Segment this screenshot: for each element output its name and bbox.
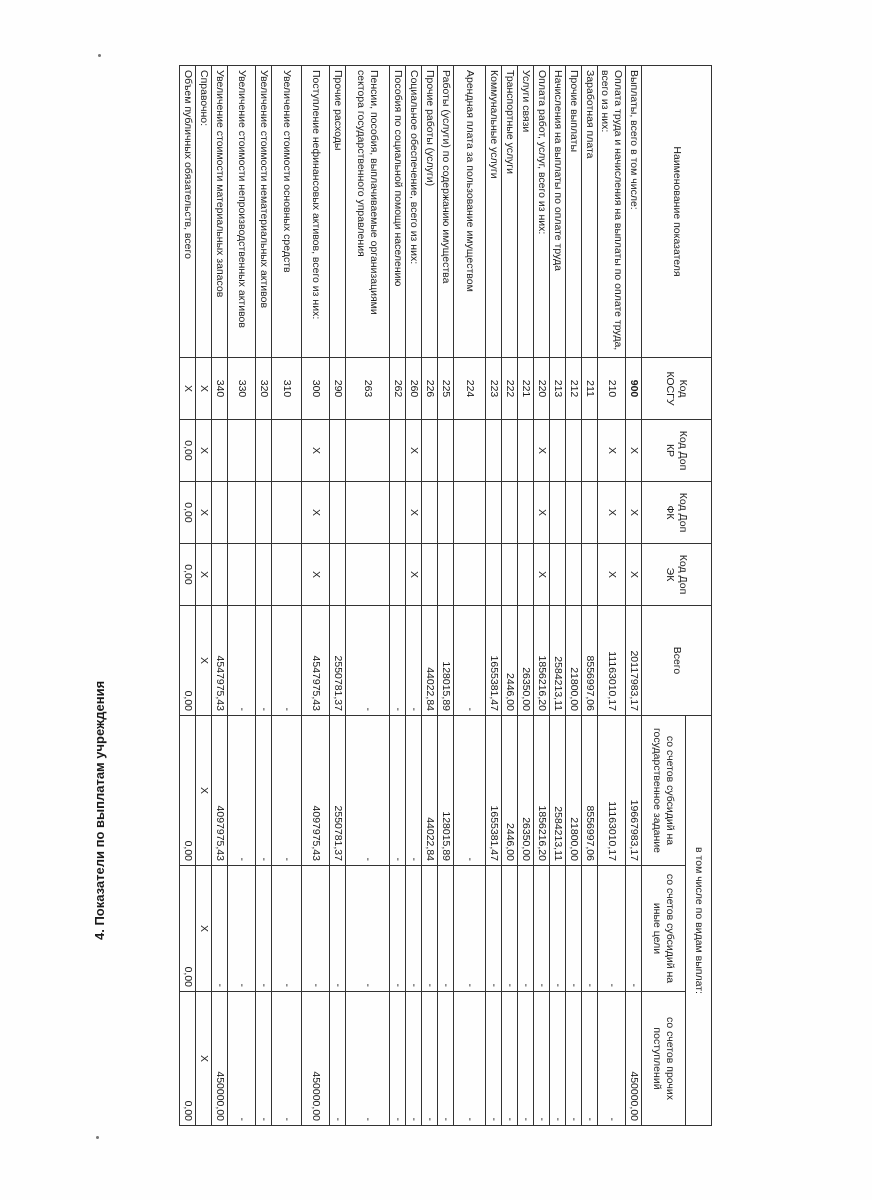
cell-name: Увеличение стоимости основных средств	[272, 66, 302, 358]
header-total: Всего	[642, 606, 712, 716]
cell-ic: -	[212, 866, 228, 992]
cell-gz: 128015,89	[438, 716, 454, 866]
cell-fk	[272, 482, 302, 544]
header-kr: Код Доп КР	[642, 420, 712, 482]
table-row	[180, 66, 196, 1126]
cell-kosgu: 221	[518, 358, 534, 420]
cell-kr: X	[302, 420, 330, 482]
cell-kr	[550, 420, 566, 482]
cell-total: 26350,00	[518, 606, 534, 716]
cell-gz: -	[390, 716, 406, 866]
cell-kosgu: 213	[550, 358, 566, 420]
cell-total: 4547975,43	[212, 606, 228, 716]
cell-fk: X	[534, 482, 550, 544]
cell-kr	[582, 420, 598, 482]
cell-name: Начисления на выплаты по оплате труда	[550, 66, 566, 358]
cell-pr: -	[406, 992, 422, 1126]
cell-gz: -	[228, 716, 256, 866]
cell-name: Транспортные услуги	[502, 66, 518, 358]
cell-ek	[502, 544, 518, 606]
scan-speck	[98, 54, 101, 57]
cell-name: Справочно:	[196, 66, 212, 358]
cell-kr: X	[598, 420, 626, 482]
cell-ek	[486, 544, 502, 606]
cell-pr: 450000,00	[302, 992, 330, 1126]
cell-total: 128015,89	[438, 606, 454, 716]
table-row	[272, 66, 302, 1126]
cell-ic: -	[566, 866, 582, 992]
cell-pr: -	[566, 992, 582, 1126]
cell-name: Прочие выплаты	[566, 66, 582, 358]
cell-ic: -	[626, 866, 642, 992]
cell-ek	[330, 544, 346, 606]
header-gz: со счетов субсидий на государственное задание	[642, 716, 686, 866]
cell-pr: -	[454, 992, 486, 1126]
cell-kr: 0,00	[180, 420, 196, 482]
cell-pr: -	[550, 992, 566, 1126]
table-row	[196, 66, 212, 1126]
cell-pr: 0,00	[180, 992, 196, 1126]
cell-kosgu: 330	[228, 358, 256, 420]
table-row	[534, 66, 550, 1126]
cell-gz: 4097975,43	[212, 716, 228, 866]
table-row	[486, 66, 502, 1126]
cell-kr	[228, 420, 256, 482]
cell-fk	[486, 482, 502, 544]
cell-total: 0,00	[180, 606, 196, 716]
cell-total: 8556997,06	[582, 606, 598, 716]
cell-kosgu: 290	[330, 358, 346, 420]
cell-pr: -	[502, 992, 518, 1126]
cell-name: Заработная плата	[582, 66, 598, 358]
cell-ic: -	[534, 866, 550, 992]
cell-ic: -	[550, 866, 566, 992]
cell-name: Прочие расходы	[330, 66, 346, 358]
cell-ic: -	[486, 866, 502, 992]
cell-ek	[518, 544, 534, 606]
cell-fk: X	[406, 482, 422, 544]
cell-ic: -	[330, 866, 346, 992]
cell-fk	[228, 482, 256, 544]
cell-ic: -	[256, 866, 272, 992]
cell-ic: -	[598, 866, 626, 992]
cell-kr	[566, 420, 582, 482]
cell-kosgu: 212	[566, 358, 582, 420]
cell-fk	[422, 482, 438, 544]
cell-kosgu: 226	[422, 358, 438, 420]
cell-total: 44022,84	[422, 606, 438, 716]
cell-ic: -	[582, 866, 598, 992]
cell-kosgu: X	[180, 358, 196, 420]
cell-ic: -	[422, 866, 438, 992]
cell-pr: -	[582, 992, 598, 1126]
cell-name: Оплата работ, услуг, всего из них:	[534, 66, 550, 358]
header-ek: Код Доп ЭК	[642, 544, 712, 606]
cell-gz: 21800,00	[566, 716, 582, 866]
cell-total: 4547975,43	[302, 606, 330, 716]
cell-name: Увеличение стоимости нематериальных активов	[256, 66, 272, 358]
cell-pr: -	[346, 992, 390, 1126]
table-row	[626, 66, 642, 1126]
table-row	[582, 66, 598, 1126]
cell-kosgu: 262	[390, 358, 406, 420]
cell-ek: X	[302, 544, 330, 606]
table-row	[256, 66, 272, 1126]
cell-name: Объем публичных обязательств, всего	[180, 66, 196, 358]
cell-fk	[212, 482, 228, 544]
payments-table	[179, 65, 712, 1126]
cell-pr: -	[518, 992, 534, 1126]
cell-ic: -	[454, 866, 486, 992]
cell-kosgu: 224	[454, 358, 486, 420]
cell-ek	[582, 544, 598, 606]
header-name: Наименование показателя	[642, 66, 712, 358]
cell-ic: -	[406, 866, 422, 992]
cell-ek: X	[196, 544, 212, 606]
cell-ek	[454, 544, 486, 606]
cell-ek	[212, 544, 228, 606]
cell-total: -	[272, 606, 302, 716]
cell-gz: 1856216,20	[534, 716, 550, 866]
cell-ic: -	[228, 866, 256, 992]
cell-pr: -	[390, 992, 406, 1126]
cell-fk: X	[598, 482, 626, 544]
cell-total: -	[256, 606, 272, 716]
cell-fk	[502, 482, 518, 544]
cell-kosgu: 900	[626, 358, 642, 420]
cell-kr	[390, 420, 406, 482]
cell-kosgu: 263	[346, 358, 390, 420]
cell-gz: 0,00	[180, 716, 196, 866]
cell-ek: X	[406, 544, 422, 606]
cell-fk	[256, 482, 272, 544]
cell-kr	[438, 420, 454, 482]
cell-gz: 2584213,11	[550, 716, 566, 866]
cell-pr: -	[598, 992, 626, 1126]
cell-total: -	[406, 606, 422, 716]
cell-fk	[346, 482, 390, 544]
cell-gz: 44022,84	[422, 716, 438, 866]
cell-total: -	[454, 606, 486, 716]
header-ic: со счетов субсидий на иные цели	[642, 866, 686, 992]
cell-ic: -	[272, 866, 302, 992]
cell-gz: 8556997,06	[582, 716, 598, 866]
cell-name: Услуги связи	[518, 66, 534, 358]
cell-ic: X	[196, 866, 212, 992]
header-group: в том числе по видам выплат:	[686, 716, 712, 1126]
cell-total: 11163010,17	[598, 606, 626, 716]
cell-pr: -	[272, 992, 302, 1126]
cell-gz: 19667983,17	[626, 716, 642, 866]
cell-ic: -	[502, 866, 518, 992]
cell-kr: X	[196, 420, 212, 482]
table-row	[390, 66, 406, 1126]
cell-total: 20117983,17	[626, 606, 642, 716]
cell-fk	[518, 482, 534, 544]
table-row	[422, 66, 438, 1126]
cell-fk: X	[626, 482, 642, 544]
table-row	[566, 66, 582, 1126]
cell-ek	[346, 544, 390, 606]
cell-gz: -	[454, 716, 486, 866]
cell-fk	[566, 482, 582, 544]
cell-kr	[346, 420, 390, 482]
table-row	[598, 66, 626, 1126]
table-row	[330, 66, 346, 1126]
cell-ek: 0,00	[180, 544, 196, 606]
cell-kr	[212, 420, 228, 482]
cell-fk: X	[302, 482, 330, 544]
cell-fk	[390, 482, 406, 544]
header-kosgu: Код КОСГУ	[642, 358, 712, 420]
cell-name: Пособия по социальной помощи населению	[390, 66, 406, 358]
cell-fk	[582, 482, 598, 544]
cell-ek	[422, 544, 438, 606]
cell-ek: X	[626, 544, 642, 606]
cell-ic: -	[346, 866, 390, 992]
cell-kr	[272, 420, 302, 482]
cell-name: Прочие работы (услуги)	[422, 66, 438, 358]
table-row	[550, 66, 566, 1126]
cell-gz: -	[272, 716, 302, 866]
table-row	[406, 66, 422, 1126]
table-row	[518, 66, 534, 1126]
cell-pr: -	[256, 992, 272, 1126]
cell-gz: 26350,00	[518, 716, 534, 866]
cell-ek	[566, 544, 582, 606]
cell-kr: X	[626, 420, 642, 482]
cell-kr	[422, 420, 438, 482]
cell-gz: 1655381,47	[486, 716, 502, 866]
cell-gz: -	[406, 716, 422, 866]
cell-kr: X	[534, 420, 550, 482]
cell-name: Пенсии, пособия, выплачиваемые организациями сектора государственного управления	[346, 66, 390, 358]
cell-name: Арендная плата за пользование имуществом	[454, 66, 486, 358]
cell-kr	[486, 420, 502, 482]
cell-pr: -	[486, 992, 502, 1126]
cell-kosgu: 320	[256, 358, 272, 420]
cell-name: Оплата труда и начисления на выплаты по оплате труда, всего из них:	[598, 66, 626, 358]
cell-ek: X	[534, 544, 550, 606]
cell-gz: -	[256, 716, 272, 866]
cell-pr: -	[330, 992, 346, 1126]
cell-fk: 0,00	[180, 482, 196, 544]
table-row	[502, 66, 518, 1126]
cell-ic: -	[438, 866, 454, 992]
table-row	[346, 66, 390, 1126]
cell-kosgu: 220	[534, 358, 550, 420]
cell-ek	[228, 544, 256, 606]
cell-kosgu: 310	[272, 358, 302, 420]
cell-fk	[330, 482, 346, 544]
cell-ek	[550, 544, 566, 606]
cell-pr: -	[534, 992, 550, 1126]
cell-total: 2584213,11	[550, 606, 566, 716]
scan-speck	[96, 1136, 99, 1139]
cell-kr	[256, 420, 272, 482]
cell-total: 2550781,37	[330, 606, 346, 716]
cell-name: Увеличение стоимости непроизводственных активов	[228, 66, 256, 358]
cell-pr: 450000,00	[626, 992, 642, 1126]
page-title: 4. Показатели по выплатам учреждения	[92, 680, 107, 940]
cell-total: X	[196, 606, 212, 716]
cell-pr: X	[196, 992, 212, 1126]
cell-name: Выплаты, всего в том числе:	[626, 66, 642, 358]
cell-kr	[502, 420, 518, 482]
cell-name: Социальное обеспечение, всего из них:	[406, 66, 422, 358]
cell-ic: -	[518, 866, 534, 992]
cell-gz: 4097975,43	[302, 716, 330, 866]
header-fk: Код Доп ФК	[642, 482, 712, 544]
cell-total: -	[346, 606, 390, 716]
cell-gz: 11163010,17	[598, 716, 626, 866]
cell-ic: 0,00	[180, 866, 196, 992]
cell-gz: X	[196, 716, 212, 866]
table-row	[438, 66, 454, 1126]
cell-gz: -	[346, 716, 390, 866]
cell-gz: 2446,00	[502, 716, 518, 866]
cell-fk	[438, 482, 454, 544]
cell-kr: X	[406, 420, 422, 482]
cell-ek	[438, 544, 454, 606]
cell-kosgu: X	[196, 358, 212, 420]
cell-ek	[390, 544, 406, 606]
cell-total: -	[228, 606, 256, 716]
cell-kosgu: 340	[212, 358, 228, 420]
cell-ek: X	[598, 544, 626, 606]
cell-kosgu: 223	[486, 358, 502, 420]
table-row	[302, 66, 330, 1126]
cell-name: Работы (услуги) по содержанию имущества	[438, 66, 454, 358]
cell-total: 1655381,47	[486, 606, 502, 716]
cell-kr	[518, 420, 534, 482]
cell-fk: X	[196, 482, 212, 544]
cell-kosgu: 222	[502, 358, 518, 420]
cell-ic: -	[302, 866, 330, 992]
cell-kr	[454, 420, 486, 482]
cell-pr: -	[228, 992, 256, 1126]
cell-kosgu: 260	[406, 358, 422, 420]
table-row	[228, 66, 256, 1126]
cell-ek	[272, 544, 302, 606]
cell-ic: -	[390, 866, 406, 992]
cell-ek	[256, 544, 272, 606]
cell-name: Коммунальные услуги	[486, 66, 502, 358]
table-row	[454, 66, 486, 1126]
cell-pr: 450000,00	[212, 992, 228, 1126]
cell-pr: -	[438, 992, 454, 1126]
report-sheet	[181, 65, 712, 1125]
cell-kosgu: 225	[438, 358, 454, 420]
cell-pr: -	[422, 992, 438, 1126]
cell-total: 1856216,20	[534, 606, 550, 716]
cell-gz: 2550781,37	[330, 716, 346, 866]
cell-kosgu: 210	[598, 358, 626, 420]
cell-name: Увеличение стоимости материальных запасов	[212, 66, 228, 358]
cell-total: -	[390, 606, 406, 716]
cell-name: Поступление нефинансовых активов, всего из них:	[302, 66, 330, 358]
table-row	[212, 66, 228, 1126]
header-pr: со счетов прочих поступлений	[642, 992, 686, 1126]
cell-kosgu: 211	[582, 358, 598, 420]
cell-kr	[330, 420, 346, 482]
cell-fk	[454, 482, 486, 544]
cell-total: 2446,00	[502, 606, 518, 716]
cell-total: 21800,00	[566, 606, 582, 716]
cell-fk	[550, 482, 566, 544]
cell-kosgu: 300	[302, 358, 330, 420]
